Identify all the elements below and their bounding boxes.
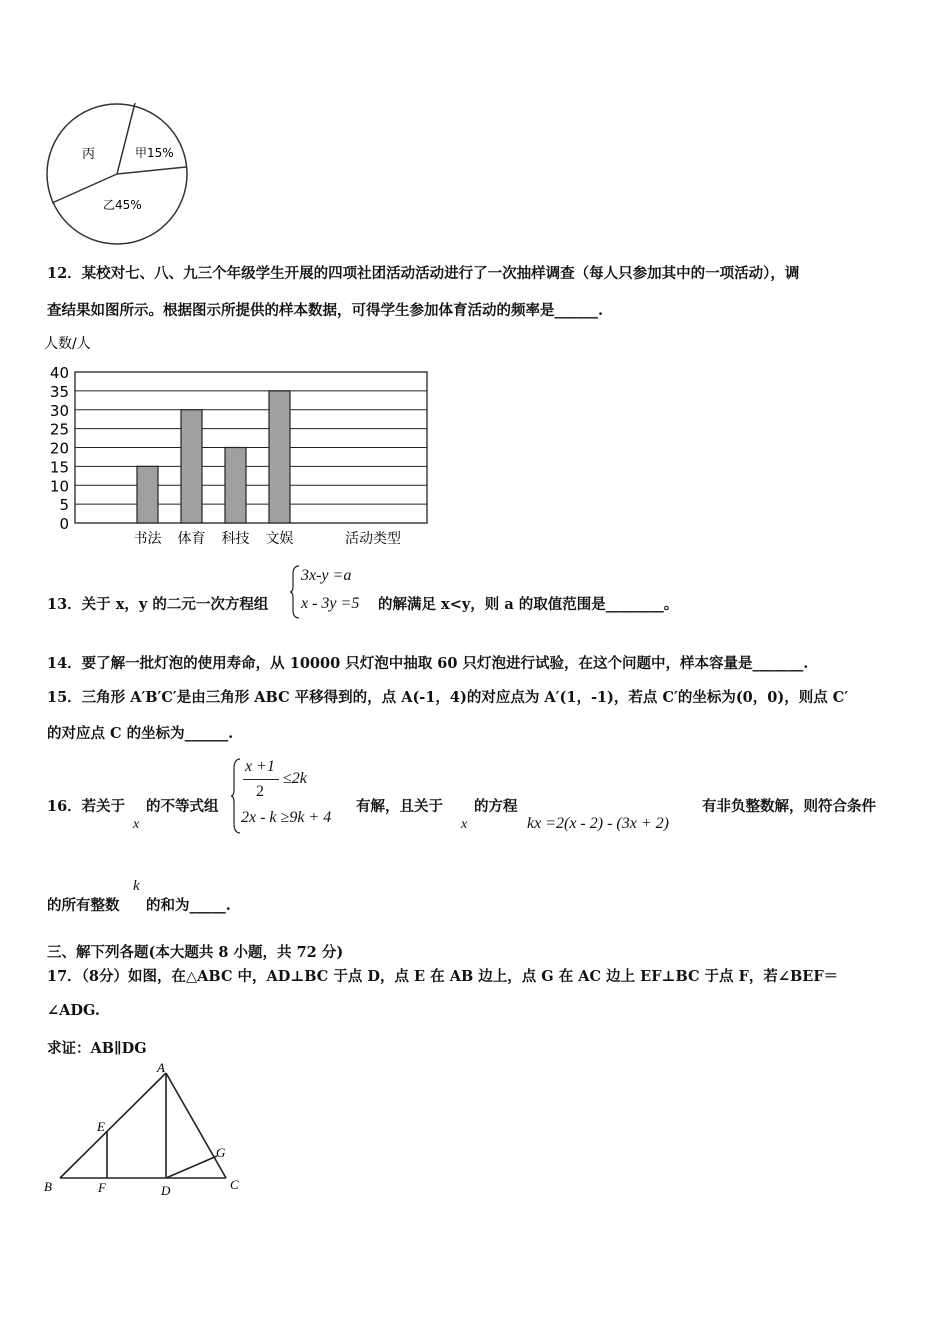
q17-prove: 求证：AB∥DG (47, 1040, 147, 1057)
bar-chart-grid (75, 372, 427, 523)
q12-line2: 查结果如图所示。根据图示所提供的样本数据，可得学生参加体育活动的频率是______. (47, 302, 604, 319)
q15-line2: 的对应点 C 的坐标为______. (47, 725, 234, 742)
segment-DG (166, 1156, 217, 1178)
bar-1 (181, 410, 202, 523)
q13-eq1: 3x-y =a (301, 567, 352, 584)
pie-label-bing: 丙 (82, 147, 96, 162)
bar-chart-ytick-label: 35 (49, 382, 69, 401)
label-G: G (216, 1145, 226, 1160)
label-F: F (98, 1180, 106, 1195)
bar-chart-yticks (50, 364, 69, 533)
label-C: C (230, 1177, 239, 1192)
pie-label-yi: 乙45% (103, 198, 142, 212)
q15-line1: 15．三角形 A′B′C′是由三角形 ABC 平移得到的，点 A(-1，4)的对应点为 A′(1，-1)，若点 C′的坐标为(0，0)，则点 C′ (47, 689, 849, 706)
q16-line2-a: 的所有整数 (47, 897, 120, 914)
q13-suffix: 的解满足 x<y，则 a 的取值范围是________。 (378, 596, 679, 613)
q13-eq2: x - 3y =5 (301, 595, 360, 612)
q13-prefix: 13．关于 x，y 的二元一次方程组 (47, 596, 269, 613)
bar-chart-bars (137, 391, 290, 523)
segment-AB (60, 1073, 166, 1178)
bar-chart-xtick-label: 文娱 (265, 531, 294, 547)
label-B: B (44, 1179, 52, 1194)
q16-part4: 的方程 (474, 798, 518, 815)
bar-3 (269, 391, 290, 523)
q16-var-x1: x (133, 817, 140, 832)
q16-frac-den: 2 (256, 783, 264, 800)
pie-chart (40, 100, 200, 250)
bar-chart-xticks (134, 530, 294, 547)
triangle-figure (40, 1060, 250, 1202)
q17-line2: ∠ADG. (47, 1002, 100, 1019)
bar-chart-xtick-label: 书法 (133, 531, 162, 547)
q16-equation: kx =2(x - 2) - (3x + 2) (527, 815, 669, 832)
q13-brace (289, 564, 301, 620)
q16-var-k: k (133, 878, 140, 894)
bar-chart-xtick-label: 科技 (221, 531, 250, 547)
bar-chart-ytick-label: 30 (49, 401, 69, 420)
bar-chart-ytick-label: 40 (49, 364, 69, 382)
q17-line1: 17．（8分）如图，在△ABC 中，AD⊥BC 于点 D，点 E 在 AB 边上，点 G 在 AC 边上 EF⊥BC 于点 F，若∠BEF＝ (47, 968, 839, 985)
pie-divider-1 (117, 103, 135, 174)
bar-2 (225, 448, 246, 524)
q16-var-x2: x (461, 817, 468, 832)
bar-chart-ytick-label: 10 (49, 477, 69, 496)
bar-chart-ytick-label: 25 (49, 420, 69, 439)
q16-part1: 16．若关于 (47, 798, 126, 815)
q16-part3: 有解，且关于 (356, 798, 443, 815)
bar-chart-xlabel: 活动类型 (345, 531, 401, 547)
q16-frac-line (243, 779, 279, 780)
q16-ineq2: 2x - k ≥9k + 4 (241, 809, 332, 826)
q16-part5: 有非负整数解，则符合条件 (702, 798, 876, 815)
bar-chart (40, 330, 440, 552)
pie-divider-2 (117, 167, 186, 174)
q16-line2-b: 的和为_____. (146, 897, 231, 914)
bar-chart-ytick-label: 5 (59, 496, 69, 515)
q14-text: 14．要了解一批灯泡的使用寿命，从 10000 只灯泡中抽取 60 只灯泡进行试验，在这个问题中，样本容量是_______. (47, 655, 809, 672)
segment-AC (166, 1073, 226, 1178)
pie-label-jia: 甲15% (135, 146, 174, 160)
bar-chart-ytick-label: 20 (49, 439, 69, 458)
section3-title: 三、解下列各题(本大题共 8 小题，共 72 分) (47, 944, 344, 961)
bar-chart-xtick-label: 体育 (177, 531, 206, 547)
label-E: E (97, 1119, 105, 1134)
q16-part2: 的不等式组 (146, 798, 219, 815)
bar-0 (137, 466, 158, 523)
q12-line1: 12．某校对七、八、九三个年级学生开展的四项社团活动活动进行了一次抽样调查（每人只参加其中的一项活动），调 (47, 265, 800, 282)
bar-chart-ytick-label: 0 (59, 515, 69, 533)
label-D: D (161, 1183, 171, 1198)
q16-ineq1-rhs: ≤2k (283, 770, 307, 787)
q16-frac-num: x +1 (245, 758, 275, 775)
label-A: A (157, 1060, 165, 1075)
bar-chart-ylabel: 人数/人 (44, 336, 91, 352)
bar-chart-ytick-label: 15 (49, 458, 69, 477)
